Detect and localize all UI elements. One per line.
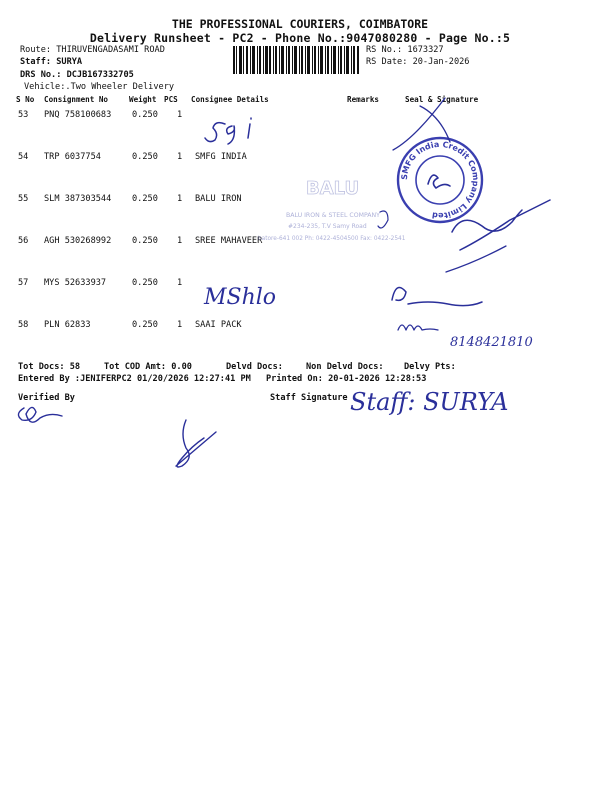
col-pcs: PCS: [164, 95, 178, 104]
delvd-docs: Delvd Docs:: [226, 362, 283, 372]
signature-row-53: [205, 118, 251, 144]
row-consignee: SAAI PACK: [195, 320, 242, 330]
balu-iron-stamp: [258, 178, 406, 242]
center-signature: [176, 420, 216, 467]
runsheet-subtitle: Delivery Runsheet - PC2 - Phone No.:9047080280 - Page No.:5: [89, 31, 511, 45]
row-pcs: 1: [177, 278, 183, 288]
row-sno: 53: [18, 110, 29, 120]
row-weight: 0.250: [132, 152, 158, 162]
row-sno: 54: [18, 152, 29, 162]
row-weight: 0.250: [132, 194, 158, 204]
row-weight: 0.250: [132, 236, 158, 246]
row-pcs: 1: [177, 320, 183, 330]
row-consignment: AGH 530268992: [44, 236, 112, 246]
row-sno: 55: [18, 194, 29, 204]
row-pcs: 1: [177, 152, 183, 162]
col-seal-signature: Seal & Signature: [405, 95, 479, 104]
verified-by-label: Verified By: [18, 393, 75, 403]
row-consignment: MYS 52633937: [44, 278, 107, 288]
entered-by: Entered By :JENIFERPC2 01/20/2026 12:27:41 PM: [18, 374, 251, 384]
row-consignment: SLM 387303544: [44, 194, 112, 204]
row-sno: 57: [18, 278, 29, 288]
handwriting-row-57: [203, 285, 276, 310]
tot-docs: Tot Docs: 58: [18, 362, 81, 372]
route-label: Route: THIRUVENGADASAMI ROAD: [20, 45, 165, 55]
round-seal-text: SMFG India Credit Company Limited: [399, 139, 481, 221]
company-title: THE PROFESSIONAL COURIERS, COIMBATORE: [171, 17, 429, 31]
row-consignee: SREE MAHAVEER: [195, 236, 263, 246]
printed-on: Printed On: 20-01-2026 12:28:53: [266, 374, 427, 384]
balu-iron-phone: batore-641 002 Ph: 0422-4504500 Fax: 0422-2541: [258, 236, 406, 242]
handwriting-row-58: [450, 335, 533, 350]
svg-text:8148421810: 8148421810: [450, 335, 533, 350]
col-sno: S No: [16, 95, 35, 104]
rs-date: RS Date: 20-Jan-2026: [366, 57, 470, 67]
rs-number: RS No.: 1673327: [366, 45, 444, 55]
col-consignment: Consignment No: [44, 95, 109, 104]
row-sno: 58: [18, 320, 29, 330]
verified-by-signature: [18, 407, 62, 422]
row-pcs: 1: [177, 194, 183, 204]
row-pcs: 1: [177, 236, 183, 246]
round-seal: [398, 138, 482, 222]
svg-text:Staff: SURYA: Staff: SURYA: [350, 388, 509, 416]
staff-label: Staff: SURYA: [20, 57, 83, 67]
row-weight: 0.250: [132, 320, 158, 330]
row-consignee: BALU IRON: [195, 194, 242, 204]
balu-iron-name: BALU IRON & STEEL COMPANY: [286, 212, 380, 219]
drs-number: DRS No.: DCJB167332705: [20, 70, 134, 80]
row-consignment: PLN 62833: [44, 320, 91, 330]
svg-text:BALU: BALU: [306, 178, 360, 199]
col-consignee: Consignee Details: [191, 95, 269, 104]
col-remarks: Remarks: [347, 95, 380, 104]
row-consignment: TRP 6037754: [44, 152, 101, 162]
svg-text:MShlo: MShlo: [204, 285, 277, 310]
tot-cod-amt: Tot COD Amt: 0.00: [104, 362, 192, 372]
svg-text:SMFG India Credit Company Limi: [400, 140, 480, 220]
row-consignment: PNQ 758100683: [44, 110, 112, 120]
staff-signature: [350, 388, 508, 416]
staff-signature-label: Staff Signature: [270, 393, 348, 403]
row-weight: 0.250: [132, 278, 158, 288]
delvy-pts: Delvy Pts:: [404, 362, 456, 372]
row-pcs: 1: [177, 110, 183, 120]
balu-iron-address: #234-235, T.V Samy Road: [288, 223, 367, 230]
non-delvd-docs: Non Delvd Docs:: [306, 362, 384, 372]
row-weight: 0.250: [132, 110, 158, 120]
col-weight: Weight: [129, 95, 157, 104]
row-consignee: SMFG INDIA: [195, 152, 247, 162]
row-sno: 56: [18, 236, 29, 246]
vehicle-label: Vehicle:.Two Wheeler Delivery: [24, 82, 175, 92]
